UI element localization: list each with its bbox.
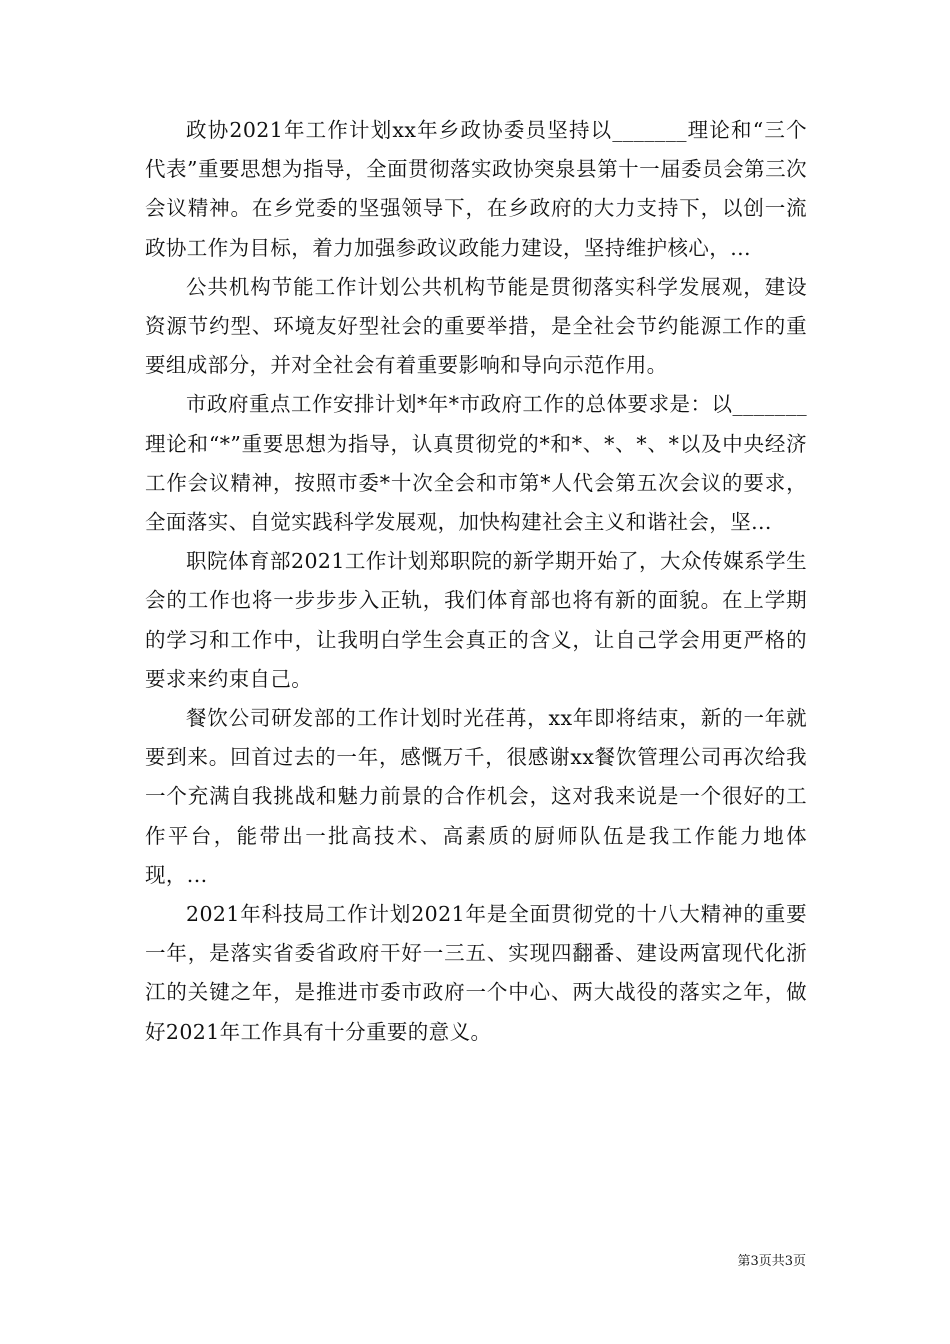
- paragraph-energy-saving-plan: 公共机构节能工作计划公共机构节能是贯彻落实科学发展观，建设资源节约型、环境友好型社会的重要举措，是全社会节约能源工作的重要组成部分，并对全社会有着重要影响和导向示范作用。: [145, 274, 807, 378]
- paragraph-catering-rd-plan: 餐饮公司研发部的工作计划时光荏苒，xx年即将结束，新的一年就要到来。回首过去的一年，感慨万千，很感谢xx餐饮管理公司再次给我一个充满自我挑战和魅力前景的合作机会，这对我来说是一个很好的工作平台，能带出一批高技术、高素质的厨师队伍是我工作能力地体现，...: [145, 706, 807, 887]
- paragraph-science-bureau-plan: 2021年科技局工作计划2021年是全面贯彻党的十八大精神的重要一年，是落实省委省政府干好一三五、实现四翻番、建设两富现代化浙江的关键之年，是推进市委市政府一个中心、两大战役的落实之年，做好2021年工作具有十分重要的意义。: [145, 902, 807, 1044]
- paragraph-cppcc-plan: 政协2021年工作计划xx年乡政协委员坚持以_______理论和“三个代表”重要思想为指导，全面贯彻落实政协突泉县第十一届委员会第三次会议精神。在乡党委的坚强领导下，在乡政府的大力支持下，以创一流政协工作为目标，着力加强参政议政能力建设，坚持维护核心，...: [145, 118, 807, 260]
- paragraph-sports-department-plan: 职院体育部2021工作计划郑职院的新学期开始了，大众传媒系学生会的工作也将一步步步入正轨，我们体育部也将有新的面貌。在上学期的学习和工作中，让我明白学生会真正的含义，让自己学会用更严格的要求来约束自己。: [145, 549, 807, 691]
- document-body: [145, 111, 807, 1052]
- paragraph-city-government-plan: 市政府重点工作安排计划*年*市政府工作的总体要求是：以_______理论和“*”重要思想为指导，认真贯彻党的*和*、*、*、*以及中央经济工作会议精神，按照市委*十次全会和市第*人代会第五次会议的要求，全面落实、自觉实践科学发展观，加快构建社会主义和谐社会，坚...: [145, 392, 807, 535]
- page-number: 第3页共3页: [737, 1254, 806, 1269]
